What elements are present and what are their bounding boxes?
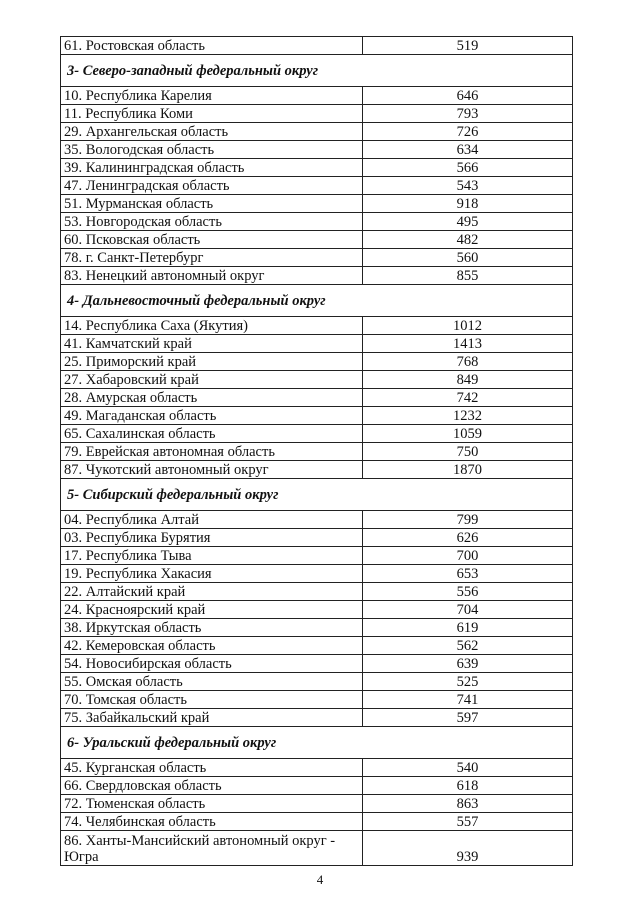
region-row — [61, 141, 573, 159]
region-name: 54. Новосибирская область — [61, 655, 363, 673]
region-value: 855 — [363, 267, 573, 285]
region-row — [61, 317, 573, 335]
region-name: 29. Архангельская область — [61, 123, 363, 141]
region-row — [61, 565, 573, 583]
region-value: 482 — [363, 231, 573, 249]
region-name: 45. Курганская область — [61, 759, 363, 777]
region-value: 863 — [363, 795, 573, 813]
district-header-row — [61, 285, 573, 317]
region-value: 525 — [363, 673, 573, 691]
region-table — [60, 36, 573, 866]
region-row — [61, 795, 573, 813]
region-value: 1232 — [363, 407, 573, 425]
region-name: 51. Мурманская область — [61, 195, 363, 213]
region-row — [61, 461, 573, 479]
region-name: 78. г. Санкт-Петербург — [61, 249, 363, 267]
region-value: 653 — [363, 565, 573, 583]
region-value: 768 — [363, 353, 573, 371]
region-name: 49. Магаданская область — [61, 407, 363, 425]
region-row — [61, 123, 573, 141]
region-name: 10. Республика Карелия — [61, 87, 363, 105]
region-value: 750 — [363, 443, 573, 461]
region-name: 25. Приморский край — [61, 353, 363, 371]
region-name: 75. Забайкальский край — [61, 709, 363, 727]
region-row — [61, 511, 573, 529]
region-value: 639 — [363, 655, 573, 673]
region-value: 793 — [363, 105, 573, 123]
region-name: 35. Вологодская область — [61, 141, 363, 159]
district-header: 6- Уральский федеральный округ — [61, 727, 573, 759]
region-name: 66. Свердловская область — [61, 777, 363, 795]
region-row — [61, 335, 573, 353]
region-row — [61, 813, 573, 831]
region-row — [61, 691, 573, 709]
region-value: 557 — [363, 813, 573, 831]
region-row — [61, 407, 573, 425]
region-value: 918 — [363, 195, 573, 213]
region-value: 626 — [363, 529, 573, 547]
region-row — [61, 601, 573, 619]
region-name: 79. Еврейская автономная область — [61, 443, 363, 461]
region-value: 556 — [363, 583, 573, 601]
region-value: 742 — [363, 389, 573, 407]
region-name: 87. Чукотский автономный округ — [61, 461, 363, 479]
region-value: 1413 — [363, 335, 573, 353]
region-row — [61, 353, 573, 371]
region-value: 566 — [363, 159, 573, 177]
region-value: 726 — [363, 123, 573, 141]
district-header-row — [61, 727, 573, 759]
region-name: 11. Республика Коми — [61, 105, 363, 123]
region-row — [61, 619, 573, 637]
region-row — [61, 443, 573, 461]
region-value: 1059 — [363, 425, 573, 443]
region-name: 61. Ростовская область — [61, 37, 363, 55]
region-name: 55. Омская область — [61, 673, 363, 691]
region-row — [61, 159, 573, 177]
region-name: 42. Кемеровская область — [61, 637, 363, 655]
region-value: 495 — [363, 213, 573, 231]
region-row — [61, 389, 573, 407]
region-value: 704 — [363, 601, 573, 619]
region-row — [61, 195, 573, 213]
region-value: 741 — [363, 691, 573, 709]
region-value: 700 — [363, 547, 573, 565]
region-row — [61, 831, 573, 866]
region-row — [61, 655, 573, 673]
region-row — [61, 213, 573, 231]
region-name: 41. Камчатский край — [61, 335, 363, 353]
region-name: 19. Республика Хакасия — [61, 565, 363, 583]
region-row — [61, 371, 573, 389]
region-row — [61, 267, 573, 285]
region-row — [61, 759, 573, 777]
region-name: 83. Ненецкий автономный округ — [61, 267, 363, 285]
region-name: 14. Республика Саха (Якутия) — [61, 317, 363, 335]
region-name: 39. Калининградская область — [61, 159, 363, 177]
region-value: 560 — [363, 249, 573, 267]
region-value: 597 — [363, 709, 573, 727]
region-row — [61, 177, 573, 195]
region-value: 646 — [363, 87, 573, 105]
region-value: 540 — [363, 759, 573, 777]
region-value: 634 — [363, 141, 573, 159]
region-value: 619 — [363, 619, 573, 637]
region-name: 38. Иркутская область — [61, 619, 363, 637]
region-row — [61, 583, 573, 601]
region-value: 849 — [363, 371, 573, 389]
region-row — [61, 529, 573, 547]
region-row — [61, 249, 573, 267]
region-name: 70. Томская область — [61, 691, 363, 709]
district-header-row — [61, 479, 573, 511]
region-value: 1012 — [363, 317, 573, 335]
region-row — [61, 777, 573, 795]
region-name: 72. Тюменская область — [61, 795, 363, 813]
region-name: 03. Республика Бурятия — [61, 529, 363, 547]
region-row — [61, 709, 573, 727]
region-row — [61, 87, 573, 105]
region-name: 27. Хабаровский край — [61, 371, 363, 389]
page-number: 4 — [316, 872, 324, 887]
region-name: 86. Ханты-Мансийский автономный округ - Югра — [61, 831, 363, 866]
region-name: 74. Челябинская область — [61, 813, 363, 831]
region-name: 60. Псковская область — [61, 231, 363, 249]
region-name: 65. Сахалинская область — [61, 425, 363, 443]
district-header-row — [61, 55, 573, 87]
region-name: 47. Ленинградская область — [61, 177, 363, 195]
region-table-body — [61, 37, 573, 866]
region-value: 519 — [363, 37, 573, 55]
region-row — [61, 231, 573, 249]
region-value: 618 — [363, 777, 573, 795]
region-row — [61, 673, 573, 691]
region-value: 799 — [363, 511, 573, 529]
region-value: 1870 — [363, 461, 573, 479]
region-name: 17. Республика Тыва — [61, 547, 363, 565]
region-row — [61, 547, 573, 565]
region-row — [61, 637, 573, 655]
region-name: 24. Красноярский край — [61, 601, 363, 619]
region-value: 543 — [363, 177, 573, 195]
region-value: 562 — [363, 637, 573, 655]
region-row — [61, 105, 573, 123]
region-name: 53. Новгородская область — [61, 213, 363, 231]
district-header: 4- Дальневосточный федеральный округ — [61, 285, 573, 317]
district-header: 5- Сибирский федеральный округ — [61, 479, 573, 511]
district-header: 3- Северо-западный федеральный округ — [61, 55, 573, 87]
region-row — [61, 425, 573, 443]
region-value: 939 — [363, 831, 573, 866]
region-name: 22. Алтайский край — [61, 583, 363, 601]
region-name: 04. Республика Алтай — [61, 511, 363, 529]
region-name: 28. Амурская область — [61, 389, 363, 407]
region-row — [61, 37, 573, 55]
